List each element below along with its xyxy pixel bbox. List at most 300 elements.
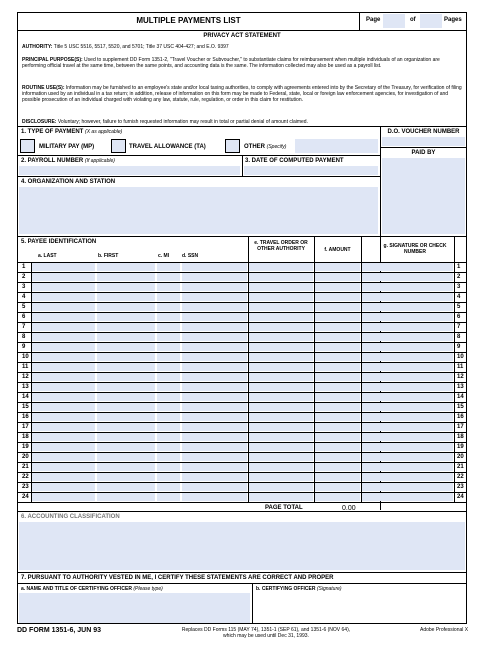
travel-order-cell[interactable] — [249, 363, 313, 371]
last-name-cell[interactable] — [32, 403, 95, 411]
first-name-cell[interactable] — [97, 443, 155, 451]
first-name-cell[interactable] — [97, 413, 155, 421]
row-divider — [17, 502, 467, 503]
signature-cell[interactable] — [362, 443, 453, 451]
accounting-label: 6. ACCOUNTING CLASSIFICATION — [21, 514, 120, 520]
signature-cell[interactable] — [362, 333, 453, 341]
ssn-cell[interactable] — [182, 313, 247, 321]
ssn-cell[interactable] — [182, 363, 247, 371]
mi-cell[interactable] — [157, 463, 180, 471]
signature-cell[interactable] — [362, 383, 453, 391]
row-number-right: 23 — [457, 484, 464, 490]
mi-cell[interactable] — [157, 323, 180, 331]
first-name-cell[interactable] — [97, 483, 155, 491]
mi-cell[interactable] — [157, 333, 180, 341]
row-number-right: 18 — [457, 434, 464, 440]
ssn-cell[interactable] — [182, 273, 247, 281]
form-title: MULTIPLE PAYMENTS LIST — [136, 16, 241, 25]
mi-cell[interactable] — [157, 263, 180, 271]
signature-cell[interactable] — [362, 353, 453, 361]
signature-cell[interactable] — [362, 323, 453, 331]
row-number-left: 13 — [22, 384, 29, 390]
signature-cell[interactable] — [362, 423, 453, 431]
amount-cell[interactable] — [315, 453, 360, 461]
page-label: Page — [366, 17, 381, 23]
travel-order-cell[interactable] — [249, 423, 313, 431]
signature-cell[interactable] — [362, 263, 453, 271]
officer-sig-label — [256, 586, 342, 592]
first-name-cell[interactable] — [97, 453, 155, 461]
ssn-cell[interactable] — [182, 403, 247, 411]
last-name-cell[interactable] — [32, 293, 95, 301]
signature-cell[interactable] — [362, 283, 453, 291]
officer-name-hint: (Please type) — [133, 586, 163, 592]
divider — [17, 236, 467, 237]
travel-allowance-checkbox[interactable] — [111, 139, 126, 153]
row-number-right: 14 — [457, 394, 464, 400]
signature-cell[interactable] — [362, 463, 453, 471]
payroll-number-hint: (If applicable) — [84, 158, 115, 164]
amount-cell[interactable] — [315, 483, 360, 491]
divider — [17, 583, 467, 584]
divider — [17, 176, 380, 177]
travel-order-cell[interactable] — [249, 273, 313, 281]
ssn-cell[interactable] — [182, 453, 247, 461]
row-number-right: 2 — [457, 274, 461, 280]
type-of-payment-text: 1. TYPE OF PAYMENT — [21, 129, 84, 135]
signature-cell[interactable] — [362, 483, 453, 491]
travel-order-cell[interactable] — [249, 383, 313, 391]
first-name-cell[interactable] — [97, 383, 155, 391]
travel-order-cell[interactable] — [249, 473, 313, 481]
software-note: Adobe Professional X — [420, 627, 469, 633]
last-name-cell[interactable] — [32, 283, 95, 291]
mi-cell[interactable] — [157, 343, 180, 351]
col-amount: f. AMOUNT — [324, 247, 351, 253]
amount-cell[interactable] — [315, 293, 360, 301]
ssn-cell[interactable] — [182, 423, 247, 431]
first-name-cell[interactable] — [97, 373, 155, 381]
travel-order-cell[interactable] — [249, 393, 313, 401]
amount-cell[interactable] — [315, 383, 360, 391]
row-number-left: 10 — [22, 354, 29, 360]
travel-order-cell[interactable] — [249, 453, 313, 461]
amount-cell[interactable] — [315, 263, 360, 271]
first-name-cell[interactable] — [97, 323, 155, 331]
row-number-left: 21 — [22, 464, 29, 470]
mi-cell[interactable] — [157, 383, 180, 391]
ssn-cell[interactable] — [182, 413, 247, 421]
authority-text: Title 5 USC 5516, 5517, 5520, and 5701; Title 37 USC 404-427; and E.O. 9397 — [53, 44, 229, 50]
row-number-left: 8 — [22, 334, 26, 340]
ssn-cell[interactable] — [182, 443, 247, 451]
date-computed-field[interactable] — [244, 166, 378, 175]
col-travel-order: e. TRAVEL ORDER OR OTHER AUTHORITY — [254, 240, 308, 252]
disclosure-paragraph — [22, 119, 462, 125]
amount-cell[interactable] — [315, 363, 360, 371]
page-total-value: 0.00 — [342, 505, 356, 512]
divider — [380, 147, 467, 148]
first-name-cell[interactable] — [97, 343, 155, 351]
travel-order-cell[interactable] — [249, 413, 313, 421]
amount-cell[interactable] — [315, 353, 360, 361]
last-name-cell[interactable] — [32, 263, 95, 271]
last-name-cell[interactable] — [32, 413, 95, 421]
officer-name-label — [21, 586, 163, 592]
travel-order-cell[interactable] — [249, 323, 313, 331]
ssn-cell[interactable] — [182, 483, 247, 491]
last-name-cell[interactable] — [32, 363, 95, 371]
divider — [17, 126, 467, 127]
mi-cell[interactable] — [157, 443, 180, 451]
other-specify-field[interactable] — [295, 139, 378, 153]
amount-cell[interactable] — [315, 423, 360, 431]
mi-cell[interactable] — [157, 393, 180, 401]
ssn-cell[interactable] — [182, 473, 247, 481]
routine-text: Information may be furnished to an employee's state and/or local taxing authorities, to comply with agreements entered into by the Secretary of the Treasury, for verification of filing information used by an individual in a tax return; in addition, release of information on this form may be made to Federal, state, local or foreign law enforcement agencies, for investigation of and possible prosecution of an individual charged with violating any law, statute, rule, regulation, or order in this claim for restitution. — [22, 85, 462, 103]
travel-order-cell[interactable] — [249, 263, 313, 271]
row-number-right: 21 — [457, 464, 464, 470]
page-total-label: PAGE TOTAL — [265, 505, 303, 511]
ssn-cell[interactable] — [182, 293, 247, 301]
mi-cell[interactable] — [157, 453, 180, 461]
travel-order-cell[interactable] — [249, 303, 313, 311]
row-number-left: 16 — [22, 414, 29, 420]
column-divider — [361, 236, 362, 502]
signature-cell[interactable] — [362, 413, 453, 421]
row-number-right: 4 — [457, 294, 461, 300]
mi-cell[interactable] — [157, 283, 180, 291]
payroll-number-text: 2. PAYROLL NUMBER — [21, 158, 84, 164]
travel-order-cell[interactable] — [249, 283, 313, 291]
signature-cell[interactable] — [362, 493, 453, 501]
travel-order-cell[interactable] — [249, 353, 313, 361]
last-name-cell[interactable] — [32, 333, 95, 341]
mi-cell[interactable] — [157, 303, 180, 311]
first-name-cell[interactable] — [97, 263, 155, 271]
signature-cell[interactable] — [362, 453, 453, 461]
mi-cell[interactable] — [157, 313, 180, 321]
row-number-left: 24 — [22, 494, 29, 500]
signature-cell[interactable] — [362, 403, 453, 411]
amount-cell[interactable] — [315, 273, 360, 281]
last-name-cell[interactable] — [32, 373, 95, 381]
col-ssn: d. SSN — [182, 253, 199, 259]
first-name-cell[interactable] — [97, 493, 155, 501]
row-number-left: 9 — [22, 344, 26, 350]
col-first: b. FIRST — [98, 253, 119, 259]
date-computed-label: 3. DATE OF COMPUTED PAYMENT — [245, 158, 344, 164]
other-label — [244, 144, 286, 151]
signature-cell[interactable] — [362, 433, 453, 441]
row-number-left: 4 — [22, 294, 26, 300]
mi-cell[interactable] — [157, 413, 180, 421]
accounting-field[interactable] — [19, 522, 465, 570]
purpose-paragraph — [22, 57, 462, 69]
divider — [359, 12, 360, 30]
amount-cell[interactable] — [315, 413, 360, 421]
amount-cell[interactable] — [315, 343, 360, 351]
travel-order-cell[interactable] — [249, 483, 313, 491]
amount-cell[interactable] — [315, 303, 360, 311]
last-name-cell[interactable] — [32, 453, 95, 461]
first-name-cell[interactable] — [97, 293, 155, 301]
ssn-cell[interactable] — [182, 433, 247, 441]
voucher-number-label: D.O. VOUCHER NUMBER — [387, 129, 460, 135]
type-of-payment-hint: (X as applicable) — [85, 129, 123, 135]
routine-paragraph — [22, 85, 462, 103]
mi-cell[interactable] — [157, 493, 180, 501]
row-number-right: 9 — [457, 344, 461, 350]
row-number-left: 7 — [22, 324, 26, 330]
last-name-cell[interactable] — [32, 273, 95, 281]
other-checkbox[interactable] — [225, 139, 240, 153]
officer-name-field[interactable] — [19, 593, 250, 623]
purpose-text: Used to supplement DD Form 1351-2, "Travel Voucher or Subvoucher," to substantiate claims for reimbursement when multiple individuals of an organization are performing official travel at the same time, between the same points, and accounting data is the same. The information collected may also be used as a payroll list. — [22, 57, 440, 69]
mi-cell[interactable] — [157, 293, 180, 301]
paid-by-field[interactable] — [382, 158, 465, 234]
row-number-right: 17 — [457, 424, 464, 430]
officer-sig-hint: (Signature) — [316, 586, 342, 592]
first-name-cell[interactable] — [97, 473, 155, 481]
paid-by-label: PAID BY — [411, 150, 436, 156]
col-signature: g. SIGNATURE OR CHECK NUMBER — [383, 243, 447, 255]
mi-cell[interactable] — [157, 483, 180, 491]
ssn-cell[interactable] — [182, 263, 247, 271]
page-number-field[interactable] — [383, 14, 405, 28]
mi-cell[interactable] — [157, 353, 180, 361]
col-mi: c. MI — [158, 253, 170, 259]
last-name-cell[interactable] — [32, 493, 95, 501]
disclosure-text: Voluntary; however, failure to furnish requested information may result in total or partial denial of amount claimed. — [57, 119, 308, 125]
row-number-left: 23 — [22, 484, 29, 490]
amount-cell[interactable] — [315, 393, 360, 401]
first-name-cell[interactable] — [97, 463, 155, 471]
org-station-label: 4. ORGANIZATION AND STATION — [21, 179, 116, 185]
row-number-left: 15 — [22, 404, 29, 410]
total-pages-field[interactable] — [420, 14, 442, 28]
type-of-payment-label — [21, 129, 122, 136]
first-name-cell[interactable] — [97, 433, 155, 441]
mi-cell[interactable] — [157, 423, 180, 431]
row-number-left: 19 — [22, 444, 29, 450]
travel-order-cell[interactable] — [249, 333, 313, 341]
travel-order-cell[interactable] — [249, 463, 313, 471]
row-number-left: 18 — [22, 434, 29, 440]
form-id: DD FORM 1351-6, JUN 93 — [17, 627, 102, 634]
divider — [17, 511, 467, 512]
row-number-left: 2 — [22, 274, 26, 280]
authority-label: AUTHORITY: — [22, 44, 53, 50]
divider — [17, 155, 380, 156]
row-number-right: 3 — [457, 284, 461, 290]
ssn-cell[interactable] — [182, 353, 247, 361]
first-name-cell[interactable] — [97, 273, 155, 281]
mi-cell[interactable] — [157, 273, 180, 281]
ssn-cell[interactable] — [182, 323, 247, 331]
travel-order-cell[interactable] — [249, 373, 313, 381]
row-number-right: 11 — [457, 364, 464, 370]
row-number-right: 8 — [457, 334, 461, 340]
purpose-label: PRINCIPAL PURPOSE(S): — [22, 57, 83, 63]
amount-cell[interactable] — [315, 493, 360, 501]
column-divider — [314, 236, 315, 502]
amount-cell[interactable] — [315, 403, 360, 411]
pages-label: Pages — [444, 17, 462, 23]
signature-cell[interactable] — [362, 303, 453, 311]
column-divider — [454, 236, 455, 502]
military-pay-checkbox[interactable] — [20, 139, 35, 153]
travel-order-cell[interactable] — [249, 443, 313, 451]
row-number-left: 11 — [22, 364, 29, 370]
other-hint: (Specify) — [266, 144, 287, 150]
officer-name-text: a. NAME AND TITLE OF CERTIFYING OFFICER — [21, 586, 132, 592]
row-number-left: 17 — [22, 424, 29, 430]
travel-order-cell[interactable] — [249, 313, 313, 321]
signature-cell[interactable] — [362, 293, 453, 301]
row-number-right: 22 — [457, 474, 464, 480]
replaces-note: Replaces DD Forms 115 (MAY 74), 1351-1 (SEP 61), and 1351-6 (NOV 64), which may be used until Dec 31, 1993. — [181, 627, 351, 639]
first-name-cell[interactable] — [97, 423, 155, 431]
row-number-right: 16 — [457, 414, 464, 420]
signature-cell[interactable] — [362, 343, 453, 351]
travel-order-cell[interactable] — [249, 493, 313, 501]
signature-cell[interactable] — [362, 373, 453, 381]
first-name-cell[interactable] — [97, 403, 155, 411]
column-divider — [31, 262, 32, 502]
of-label: of — [410, 17, 416, 23]
last-name-cell[interactable] — [32, 383, 95, 391]
travel-order-cell[interactable] — [249, 433, 313, 441]
payee-id-label: 5. PAYEE IDENTIFICATION — [21, 239, 97, 245]
disclosure-label: DISCLOSURE: — [22, 119, 57, 125]
mi-cell[interactable] — [157, 433, 180, 441]
amount-cell[interactable] — [315, 373, 360, 381]
divider — [242, 155, 243, 176]
first-name-cell[interactable] — [97, 283, 155, 291]
last-name-cell[interactable] — [32, 433, 95, 441]
privacy-heading: PRIVACY ACT STATEMENT — [203, 33, 281, 39]
divider — [17, 30, 467, 31]
first-name-cell[interactable] — [97, 313, 155, 321]
org-station-field[interactable] — [19, 187, 378, 234]
mi-cell[interactable] — [157, 403, 180, 411]
signature-cell[interactable] — [362, 363, 453, 371]
payroll-number-field[interactable] — [19, 166, 240, 175]
last-name-cell[interactable] — [32, 343, 95, 351]
last-name-cell[interactable] — [32, 473, 95, 481]
travel-allowance-label: TRAVEL ALLOWANCE (TA) — [129, 144, 206, 150]
divider — [252, 583, 253, 624]
row-number-left: 12 — [22, 374, 29, 380]
row-number-left: 14 — [22, 394, 29, 400]
last-name-cell[interactable] — [32, 313, 95, 321]
signature-cell[interactable] — [362, 273, 453, 281]
travel-order-cell[interactable] — [249, 343, 313, 351]
ssn-cell[interactable] — [182, 283, 247, 291]
ssn-cell[interactable] — [182, 383, 247, 391]
mi-cell[interactable] — [157, 373, 180, 381]
row-number-left: 1 — [22, 264, 26, 270]
ssn-cell[interactable] — [182, 373, 247, 381]
row-number-right: 6 — [457, 314, 461, 320]
column-divider — [248, 236, 249, 502]
row-number-left: 5 — [22, 304, 26, 310]
ssn-cell[interactable] — [182, 493, 247, 501]
signature-cell[interactable] — [362, 313, 453, 321]
row-number-right: 15 — [457, 404, 464, 410]
mi-cell[interactable] — [157, 363, 180, 371]
first-name-cell[interactable] — [97, 303, 155, 311]
routine-label: ROUTINE USE(S): — [22, 85, 65, 91]
ssn-cell[interactable] — [182, 463, 247, 471]
amount-cell[interactable] — [315, 323, 360, 331]
mi-cell[interactable] — [157, 473, 180, 481]
row-number-left: 6 — [22, 314, 26, 320]
last-name-cell[interactable] — [32, 423, 95, 431]
row-number-left: 20 — [22, 454, 29, 460]
last-name-cell[interactable] — [32, 303, 95, 311]
divider — [17, 572, 467, 573]
row-number-right: 1 — [457, 264, 461, 270]
travel-order-cell[interactable] — [249, 403, 313, 411]
travel-order-cell[interactable] — [249, 293, 313, 301]
row-number-right: 7 — [457, 324, 461, 330]
col-last: a. LAST — [38, 253, 57, 259]
amount-cell[interactable] — [315, 283, 360, 291]
last-name-cell[interactable] — [32, 353, 95, 361]
ssn-cell[interactable] — [182, 333, 247, 341]
amount-cell[interactable] — [315, 443, 360, 451]
row-number-right: 5 — [457, 304, 461, 310]
last-name-cell[interactable] — [32, 393, 95, 401]
authority-paragraph — [22, 44, 462, 50]
first-name-cell[interactable] — [97, 353, 155, 361]
last-name-cell[interactable] — [32, 443, 95, 451]
amount-cell[interactable] — [315, 473, 360, 481]
ssn-cell[interactable] — [182, 393, 247, 401]
amount-cell[interactable] — [315, 433, 360, 441]
first-name-cell[interactable] — [97, 363, 155, 371]
row-number-right: 12 — [457, 374, 464, 380]
other-text: OTHER — [244, 144, 265, 150]
last-name-cell[interactable] — [32, 323, 95, 331]
row-number-right: 24 — [457, 494, 464, 500]
ssn-cell[interactable] — [182, 303, 247, 311]
amount-cell[interactable] — [315, 333, 360, 341]
first-name-cell[interactable] — [97, 393, 155, 401]
officer-sig-text: b. CERTIFYING OFFICER — [256, 586, 316, 592]
ssn-cell[interactable] — [182, 343, 247, 351]
last-name-cell[interactable] — [32, 463, 95, 471]
signature-cell[interactable] — [362, 393, 453, 401]
military-pay-label: MILITARY PAY (MP) — [39, 144, 95, 150]
last-name-cell[interactable] — [32, 483, 95, 491]
payroll-number-label — [21, 158, 115, 165]
row-number-right: 13 — [457, 384, 464, 390]
row-number-right: 20 — [457, 454, 464, 460]
row-number-left: 3 — [22, 284, 26, 290]
row-number-right: 10 — [457, 354, 464, 360]
certify-statement: 7. PURSUANT TO AUTHORITY VESTED IN ME, I CERTIFY THESE STATEMENTS ARE CORRECT AND PROPER — [21, 575, 334, 581]
signature-cell[interactable] — [362, 473, 453, 481]
row-number-right: 19 — [457, 444, 464, 450]
amount-cell[interactable] — [315, 463, 360, 471]
amount-cell[interactable] — [315, 313, 360, 321]
first-name-cell[interactable] — [97, 333, 155, 341]
row-number-left: 22 — [22, 474, 29, 480]
voucher-number-field[interactable] — [382, 137, 465, 146]
